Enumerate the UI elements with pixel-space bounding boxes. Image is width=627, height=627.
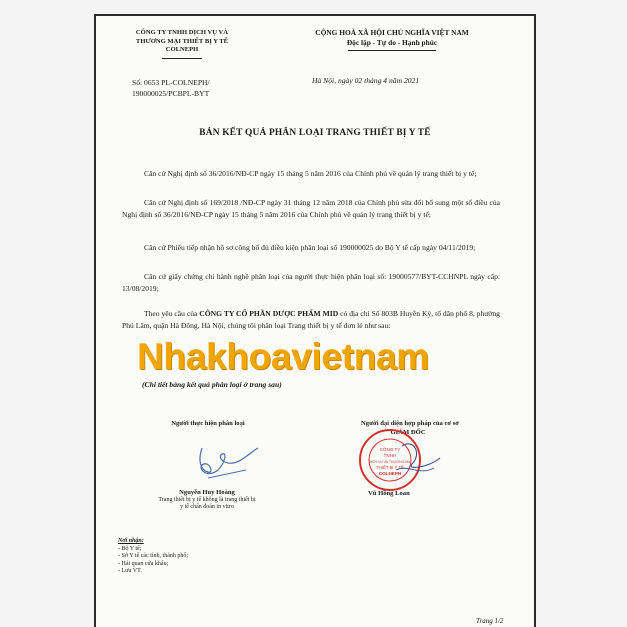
company-name [108, 29, 256, 59]
motto: Độc lập - Tự do - Hạnh phúc [346, 38, 438, 47]
recipient-item: - Lưu VT. [118, 568, 142, 575]
classifier-desc: y tế chẩn đoán in vitro [180, 504, 234, 511]
recipients-heading: Nơi nhận: [118, 538, 144, 544]
director-name: Vũ Hồng Loan [368, 490, 410, 497]
paragraph [122, 308, 500, 331]
company-line-2: THƯƠNG MẠI THIẾT BỊ Y TẾ [135, 37, 229, 45]
divider [348, 50, 436, 51]
company-line-1: CÔNG TY TNHH DỊCH VỤ VÀ [135, 29, 229, 36]
legal-rep-heading: Người đại diện hợp pháp của cơ sở [361, 420, 459, 427]
seal-text: COLNEPH [378, 471, 402, 476]
national-header [282, 28, 502, 51]
doc-number-line-2: 190000025/PCBPL-BYT [132, 88, 210, 98]
seal-text: CÔNG TY [379, 447, 401, 452]
company-seal [356, 424, 452, 496]
paragraph-text: Căn cứ Nghị định số 169/2018 /NĐ-CP ngày 31 tháng 12 năm 2018 của Chính phủ sửa đổi bổ sung một số điều của Nghị định số 36/2016/NĐ-CP ngày 15 tháng 5 năm 2016 của Chính phủ về quản lý trang thiết bị y tế; [122, 198, 500, 219]
director-title: GIÁM ĐỐC [390, 429, 426, 436]
recipients [118, 538, 188, 576]
classifier-desc: Trang thiết bị y tế không là trang thiết bị [158, 496, 256, 503]
paragraph-text: Căn cứ Phiếu tiếp nhận hồ sơ công bố đủ điều kiện phân loại số 190000025 do Bộ Y tế cấp ngày 04/11/2019; [144, 243, 476, 252]
seal-text: DỊCH VỤ VÀ THƯƠNG MẠI [368, 460, 412, 464]
nation-title: CỘNG HOÀ XÃ HỘI CHỦ NGHĨA VIỆT NAM [315, 28, 469, 37]
doc-number-line-1: Số: 0653 PL-COLNEPH/ [132, 78, 210, 87]
paragraph-text: Căn cứ giấy chứng chỉ hành nghề phân loại của người thực hiện phân loại số: 19000577/BYT-CCHNPL ngày cấp: 13/08/2019; [122, 272, 500, 293]
classifier-name: Nguyễn Huy Hoàng [179, 489, 235, 496]
seal-text: TNHH [383, 453, 397, 458]
classifier-signer [118, 489, 296, 512]
recipient-item: - Sở Y tế các tỉnh, thành phố; [118, 553, 189, 560]
handwritten-signature [188, 440, 268, 486]
page-number: Trang 1/2 [476, 617, 504, 625]
paragraph [122, 271, 500, 294]
paragraph-text: có địa chỉ Số 803B Huyền Kỳ, tổ dân phố 8, phường Phú Lãm, quận Hà Đông, Hà Nội, chúng tôi phân loại Trang thiết bị y tế đơn lẻ như sau: [122, 309, 500, 330]
divider [162, 58, 202, 59]
company-line-3: COLNEPH [165, 46, 199, 54]
seal-text: THIẾT BỊ Y TẾ [376, 465, 404, 470]
paragraph-text: Căn cứ Nghị định số 36/2016/NĐ-CP ngày 15 tháng 5 năm 2016 của Chính phủ về quản lý trang thiết bị y tế; [144, 169, 477, 178]
paragraph [122, 168, 500, 180]
recipient-item: - Hải quan cửa khẩu; [118, 560, 169, 567]
paragraph-text: Theo yêu cầu của [144, 309, 200, 318]
document-number [132, 78, 282, 99]
classifier-heading: Người thực hiện phân loại [171, 420, 245, 427]
requesting-company: CÔNG TY CỔ PHẦN DƯỢC PHẨM MID [199, 309, 339, 318]
document-title: BẢN KẾT QUẢ PHÂN LOẠI TRANG THIẾT BỊ Y TẾ [199, 128, 431, 138]
watermark: Nhakhoavietnam [137, 336, 429, 377]
recipient-item: - Bộ Y tế; [118, 545, 142, 552]
paragraph [122, 197, 500, 220]
paragraph [122, 242, 500, 254]
date-line: Hà Nội, ngày 02 tháng 4 năm 2021 [312, 76, 420, 85]
detail-note: (Chi tiết bảng kết quả phân loại ở trang sau) [142, 380, 282, 389]
